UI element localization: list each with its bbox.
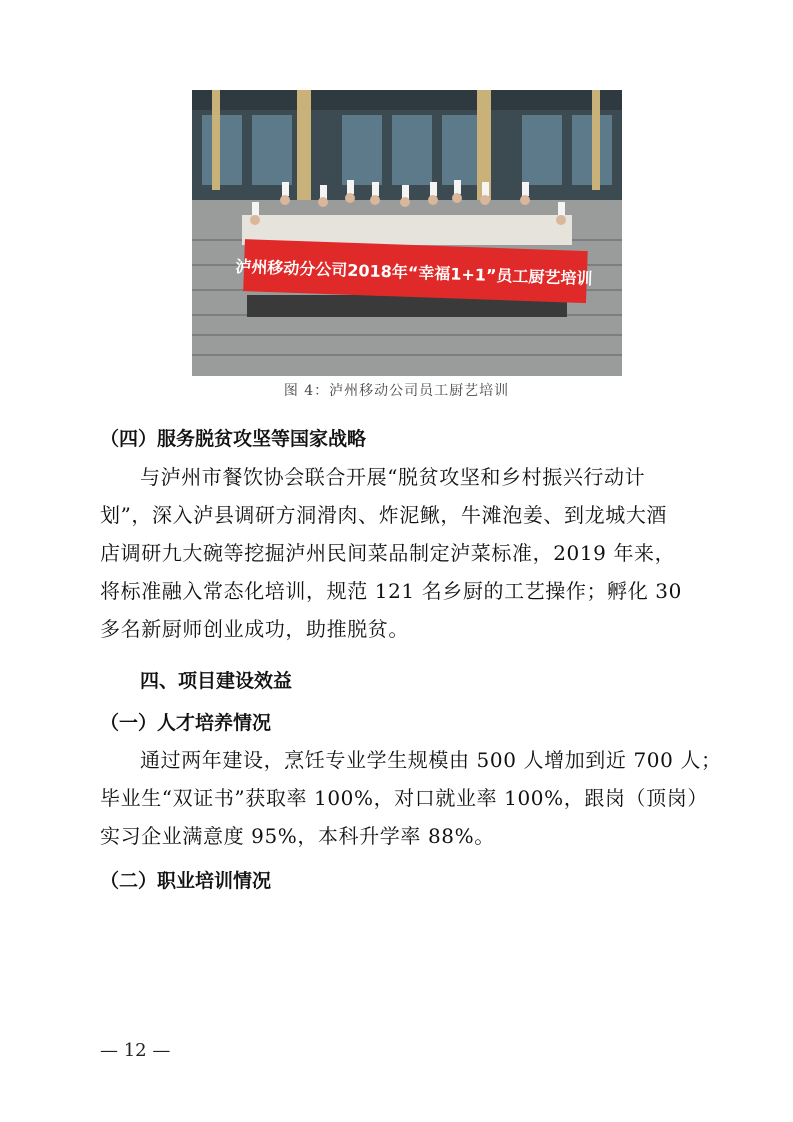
sub2-heading: （二）职业培训情况 [100, 870, 272, 892]
body-line: 与泸州市餐饮协会联合开展“脱贫攻坚和乡村振兴行动计 [140, 465, 646, 489]
body-line: 多名新厨师创业成功，助推脱贫。 [100, 617, 409, 641]
body-line: 店调研九大碗等挖掘泸州民间菜品制定泸菜标准，2019 年来， [100, 541, 676, 565]
body-line: 将标准融入常态化培训，规范 121 名乡厨的工艺操作；孵化 30 [100, 579, 682, 603]
sub1-heading: （一）人才培养情况 [100, 712, 272, 734]
figure-caption: 图 4：泸州移动公司员工厨艺培训 [283, 383, 510, 399]
banner-text: 泸州移动分公司2018年“幸福1+1”员工厨艺培训 [235, 256, 593, 289]
body-line: 毕业生“双证书”获取率 100%，对口就业率 100%，跟岗（顶岗） [100, 786, 708, 810]
training-photo [192, 90, 622, 376]
body-line: 实习企业满意度 95%，本科升学率 88%。 [100, 824, 495, 848]
body-line: 划”，深入泸县调研方洞滑肉、炸泥鳅，牛滩泡姜、到龙城大酒 [100, 503, 668, 527]
body-line: 通过两年建设，烹饪专业学生规模由 500 人增加到近 700 人； [140, 748, 722, 772]
section-4-body [100, 458, 700, 648]
chapter-heading: 四、项目建设效益 [140, 670, 293, 692]
page-number: — 12 — [100, 1040, 171, 1061]
sub1-body [100, 741, 722, 855]
section-4-heading: （四）服务脱贫攻坚等国家战略 [100, 428, 367, 450]
